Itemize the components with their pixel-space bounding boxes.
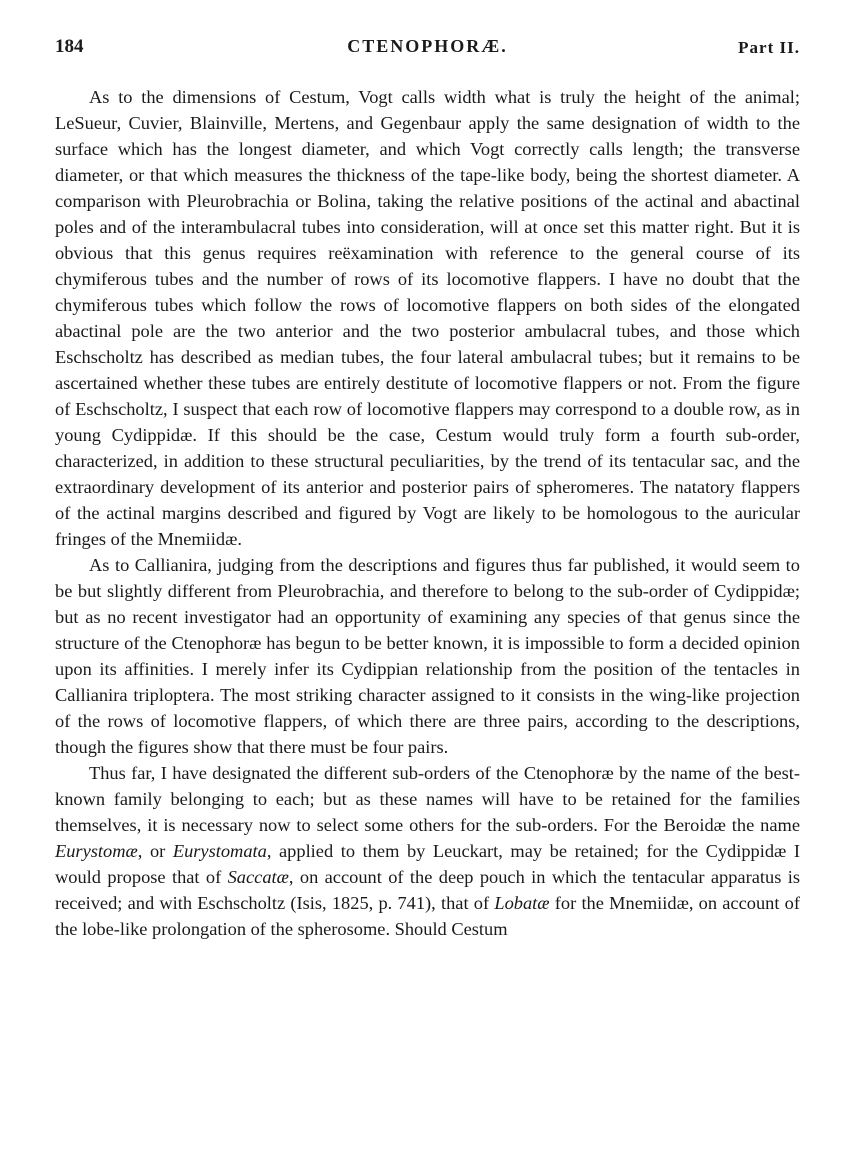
document-page [55,30,800,1130]
paragraph-callianira: As to Callianira, judging from the descriptions and figures thus far published, it would seem to be but slightly different from Pleurobrachia, and therefore to belong to the sub-order of Cydippidæ; but as no recent investigator had an opportunity of examining any species of that genus since the structure of the Ctenophoræ has begun to be better known, it is impossible to form a decided opinion upon its affinities. I merely infer its Cydippian relationship from the position of the tentacles in Callianira triploptera. The most striking character assigned to it consists in the wing-like projection of the rows of locomotive flappers, of which there are three pairs, according to the descriptions, though the figures show that there must be four pairs. [55,555,800,757]
paragraph-sub-orders [55,760,800,942]
text-segment: , or [137,841,173,861]
text-segment: , applied to them by Leuckart, may be retained; for the Cydippidæ I would propose that of [55,841,800,887]
text-segment: , on account of the deep pouch in which the tentacular apparatus is received; and with Eschscholtz (Isis, 1825, p. 741), that of [55,867,800,913]
text-segment: Thus far, I have designated the different sub-orders of the Ctenophoræ by the name of the best-known family belonging to each; but as these names will have to be retained for the families themselves, it is necessary now to select some others for the sub-orders. For the Beroidæ the name [55,763,800,835]
italic-term: Saccatæ [227,867,289,887]
italic-term: Eurystomata [172,841,267,861]
italic-term: Lobatæ [494,893,550,913]
italic-term: Eurystomæ [55,841,138,861]
paragraph-cestum: As to the dimensions of Cestum, Vogt calls width what is truly the height of the animal; LeSueur, Cuvier, Blainville, Mertens, and Gegenbaur apply the same designation of width to the surface which has the longest diameter, and which Vogt correctly calls length; the transverse diameter, or that which measures the thickness of the tape-like body, being the shortest diameter. A comparison with Pleurobrachia or Bolina, taking the relative positions of the actinal and abactinal poles and of the interambulacral tubes into consideration, will at once set this matter right. But it is obvious that this genus requires reëxamination with reference to the general course of its chymiferous tubes and the number of rows of its locomotive flappers. I have no doubt that the chymiferous tubes which follow the rows of locomotive flappers on both sides of the elongated abactinal pole are the two anterior and the two posterior ambulacral tubes, and those which Eschscholtz has described as median tubes, the four lateral ambulacral tubes; but it remains to be ascertained whether these tubes are entirely destitute of locomotive flappers or not. From the figure of Eschscholtz, I suspect that each row of locomotive flappers may correspond to a double row, as in young Cydippidæ. If this should be the case, Cestum would truly form a fourth sub-order, characterized, in addition to these structural peculiarities, by the trend of its tentacular sac, and the extraordinary development of its anterior and posterior pairs of spheromeres. The natatory flappers of the actinal margins described and figured by Vogt are likely to be homologous to the auricular fringes of the Mnemiidæ. [55,87,800,549]
page-number: 184 [55,36,84,57]
running-head [55,30,800,60]
part-label: Part II. [738,38,800,57]
running-title: CTENOPHORÆ. [347,36,508,56]
text-segment: for the Mnemiidæ, on account of the lobe-like prolongation of the spherosome. Should Cestum [55,893,800,939]
body-text [55,84,800,942]
